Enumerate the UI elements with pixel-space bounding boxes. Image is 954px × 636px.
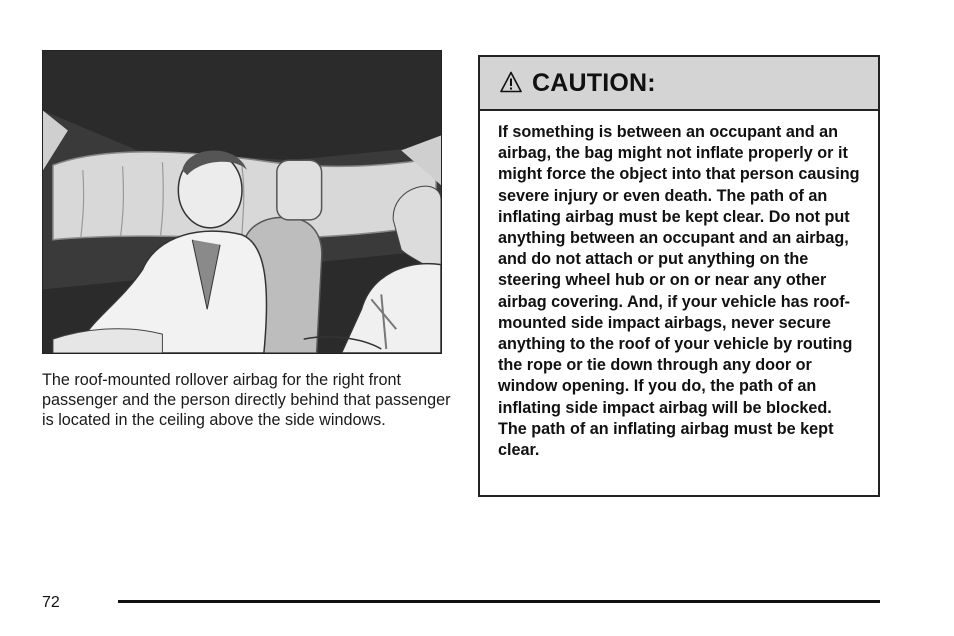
caution-title: CAUTION: bbox=[532, 68, 656, 97]
footer-divider bbox=[118, 600, 880, 603]
page-number: 72 bbox=[42, 594, 60, 611]
airbag-illustration bbox=[42, 50, 442, 354]
caution-body: If something is between an occupant and an airbag, the bag might not inflate properly or it might force the object into that person causing severe injury or even death. The path of an inflating airbag must be kept clear. Do not put anything between an occupant and an airbag, and do not attach or put anything on the steering wheel hub or on or near any other airbag covering. And, if your vehicle has roof-mounted side impact airbags, never secure anything to the roof of your vehicle by routing the rope or tie down through any door or window opening. If you do, the path of an inflating side impact airbag will be blocked. The path of an inflating airbag must be kept clear. bbox=[498, 123, 860, 460]
caution-header bbox=[480, 57, 878, 111]
warning-triangle-icon bbox=[500, 71, 522, 93]
figure-caption: The roof-mounted rollover airbag for the right front passenger and the person directly behind that passenger is located in the ceiling above the side windows. bbox=[42, 371, 451, 429]
caution-box bbox=[478, 55, 880, 497]
airbag-illustration-drawing bbox=[43, 51, 441, 353]
